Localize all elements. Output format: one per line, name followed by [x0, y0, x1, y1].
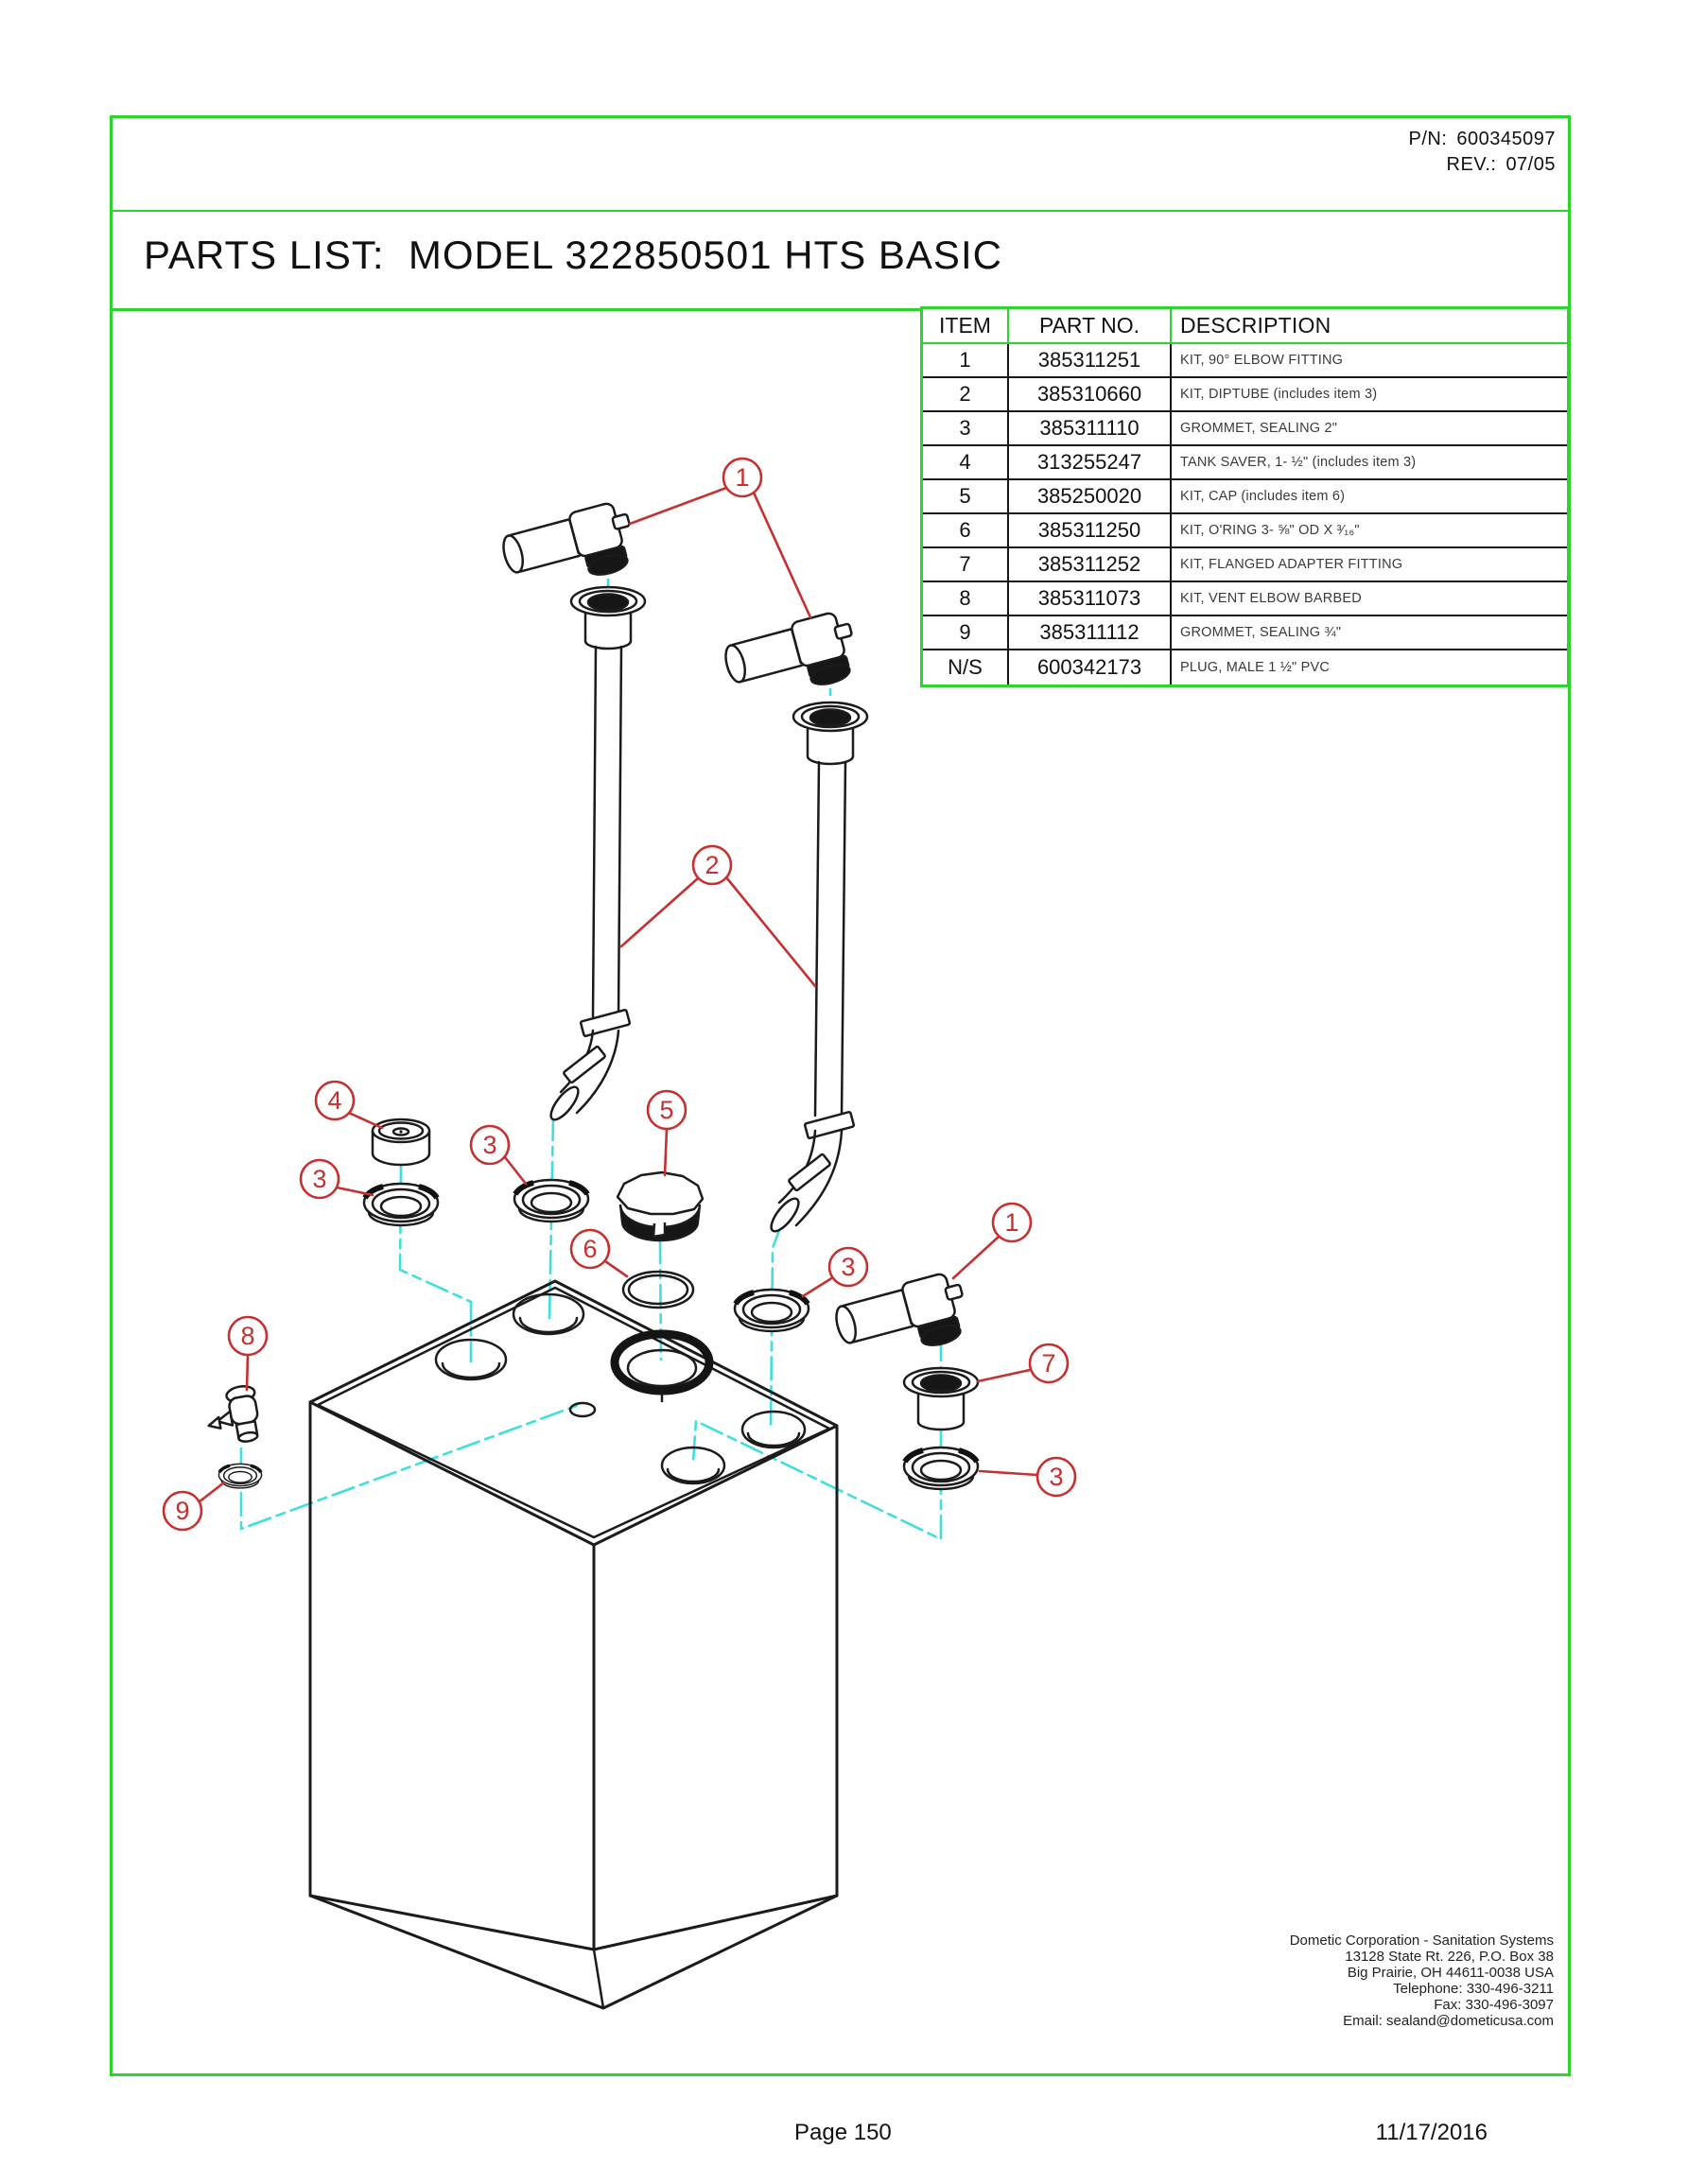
- col-header-item: ITEM: [923, 309, 1009, 344]
- callout-item-3a: [301, 1160, 339, 1198]
- item-cell: 5: [923, 480, 1009, 514]
- diptube-left: [498, 499, 645, 1124]
- partno-cell: 385311251: [1009, 344, 1172, 378]
- rev-value: 07/05: [1505, 154, 1556, 175]
- item-cell: 6: [923, 514, 1009, 548]
- callout-item-1: [723, 459, 761, 496]
- print-date: 11/17/2016: [1375, 2120, 1488, 2145]
- item-cell: 7: [923, 548, 1009, 582]
- item-cell: 8: [923, 582, 1009, 616]
- flanged-adapter-right: [793, 702, 867, 764]
- item-cell: N/S: [923, 650, 1009, 685]
- partno-cell: 385311250: [1009, 514, 1172, 548]
- partno-cell: 385250020: [1009, 480, 1172, 514]
- company-fax: Fax: 330-496-3097: [1434, 1997, 1554, 2013]
- description-cell: KIT, DIPTUBE (includes item 3): [1172, 378, 1567, 412]
- description-cell: KIT, CAP (includes item 6): [1172, 480, 1567, 514]
- item-cell: 4: [923, 446, 1009, 480]
- grommet-right-middle: [735, 1290, 809, 1331]
- partno-cell: 385311252: [1009, 548, 1172, 582]
- diptube-right: [721, 609, 867, 1236]
- callout-item-6: [571, 1230, 609, 1268]
- o-ring-part: [623, 1272, 693, 1308]
- svg-text:8: 8: [240, 1322, 255, 1350]
- callout-item-8: [229, 1317, 267, 1355]
- svg-text:3: 3: [1049, 1463, 1064, 1491]
- callout-item-3b: [471, 1126, 509, 1164]
- description-cell: KIT, FLANGED ADAPTER FITTING: [1172, 548, 1567, 582]
- grommet-middle: [514, 1180, 588, 1222]
- flanged-adapter-left: [571, 587, 645, 649]
- description-cell: PLUG, MALE 1 ½" PVC: [1180, 660, 1331, 675]
- description-cell: TANK SAVER, 1- ½" (includes item 3): [1172, 446, 1567, 480]
- callout-item-2: [693, 846, 731, 884]
- svg-text:7: 7: [1041, 1349, 1056, 1378]
- partno-cell: 385311073: [1009, 582, 1172, 616]
- elbow-fitting-left: [498, 499, 640, 598]
- svg-text:2: 2: [705, 851, 720, 879]
- elbow-fitting-right: [721, 609, 862, 708]
- description-cell: GROMMET, SEALING ¾": [1172, 616, 1567, 650]
- callout-item-7: [1030, 1344, 1068, 1382]
- callout-item-5: [648, 1091, 686, 1129]
- partno-cell: 385311112: [1009, 616, 1172, 650]
- callout-item-1b: [993, 1204, 1031, 1241]
- partno-cell: 385311110: [1009, 412, 1172, 446]
- partno-cell: 313255247: [1009, 446, 1172, 480]
- company-street: 13128 State Rt. 226, P.O. Box 38: [1345, 1949, 1554, 1965]
- item-cell: 9: [923, 616, 1009, 650]
- holding-tank: [310, 1281, 837, 2008]
- company-address-block: [1290, 1933, 1554, 2029]
- pn-value: 600345097: [1456, 129, 1556, 149]
- description-cell: GROMMET, SEALING 2": [1172, 412, 1567, 446]
- rev-label: REV.:: [1446, 154, 1497, 175]
- item-cell: 3: [923, 412, 1009, 446]
- grommet-left: [364, 1184, 438, 1225]
- company-phone: Telephone: 330-496-3211: [1393, 1981, 1554, 1997]
- svg-text:9: 9: [175, 1497, 190, 1525]
- page-number: Page 150: [794, 2120, 892, 2145]
- company-email: Email: sealand@dometicusa.com: [1343, 2013, 1554, 2029]
- description-cell: KIT, 90° ELBOW FITTING: [1172, 344, 1567, 378]
- svg-text:3: 3: [482, 1131, 497, 1159]
- partno-cell: 385310660: [1009, 378, 1172, 412]
- callout-item-3c: [829, 1248, 867, 1286]
- svg-text:3: 3: [312, 1165, 327, 1193]
- pn-label: P/N:: [1408, 129, 1448, 149]
- callout-item-4: [316, 1082, 354, 1119]
- grommet-small: [218, 1464, 261, 1488]
- svg-text:6: 6: [583, 1235, 598, 1263]
- col-header-description: DESCRIPTION: [1172, 309, 1567, 344]
- page-title: PARTS LIST: MODEL 322850501 HTS BASIC: [144, 233, 1002, 277]
- svg-text:1: 1: [735, 463, 750, 492]
- item-cell: 2: [923, 378, 1009, 412]
- description-cell: KIT, VENT ELBOW BARBED: [1172, 582, 1567, 616]
- callout-item-3d: [1037, 1458, 1075, 1496]
- company-city: Big Prairie, OH 44611-0038 USA: [1347, 1965, 1554, 1981]
- description-cell: KIT, O'RING 3- ⅝" OD X ³⁄₁₆": [1172, 514, 1567, 548]
- svg-text:4: 4: [327, 1086, 342, 1115]
- callout-item-9: [164, 1492, 201, 1530]
- col-header-partno: PART NO.: [1009, 309, 1172, 344]
- item-cell: 1: [923, 344, 1009, 378]
- svg-text:3: 3: [841, 1253, 856, 1281]
- company-name: Dometic Corporation - Sanitation Systems: [1289, 1933, 1554, 1949]
- vent-elbow-part: [203, 1384, 263, 1447]
- flanged-adapter-side: [904, 1368, 978, 1430]
- svg-text:1: 1: [1004, 1208, 1019, 1237]
- partno-cell: 600342173: [1009, 650, 1172, 685]
- grommet-bottom-right: [904, 1447, 978, 1489]
- cap-part: [618, 1172, 703, 1240]
- svg-text:5: 5: [659, 1096, 674, 1124]
